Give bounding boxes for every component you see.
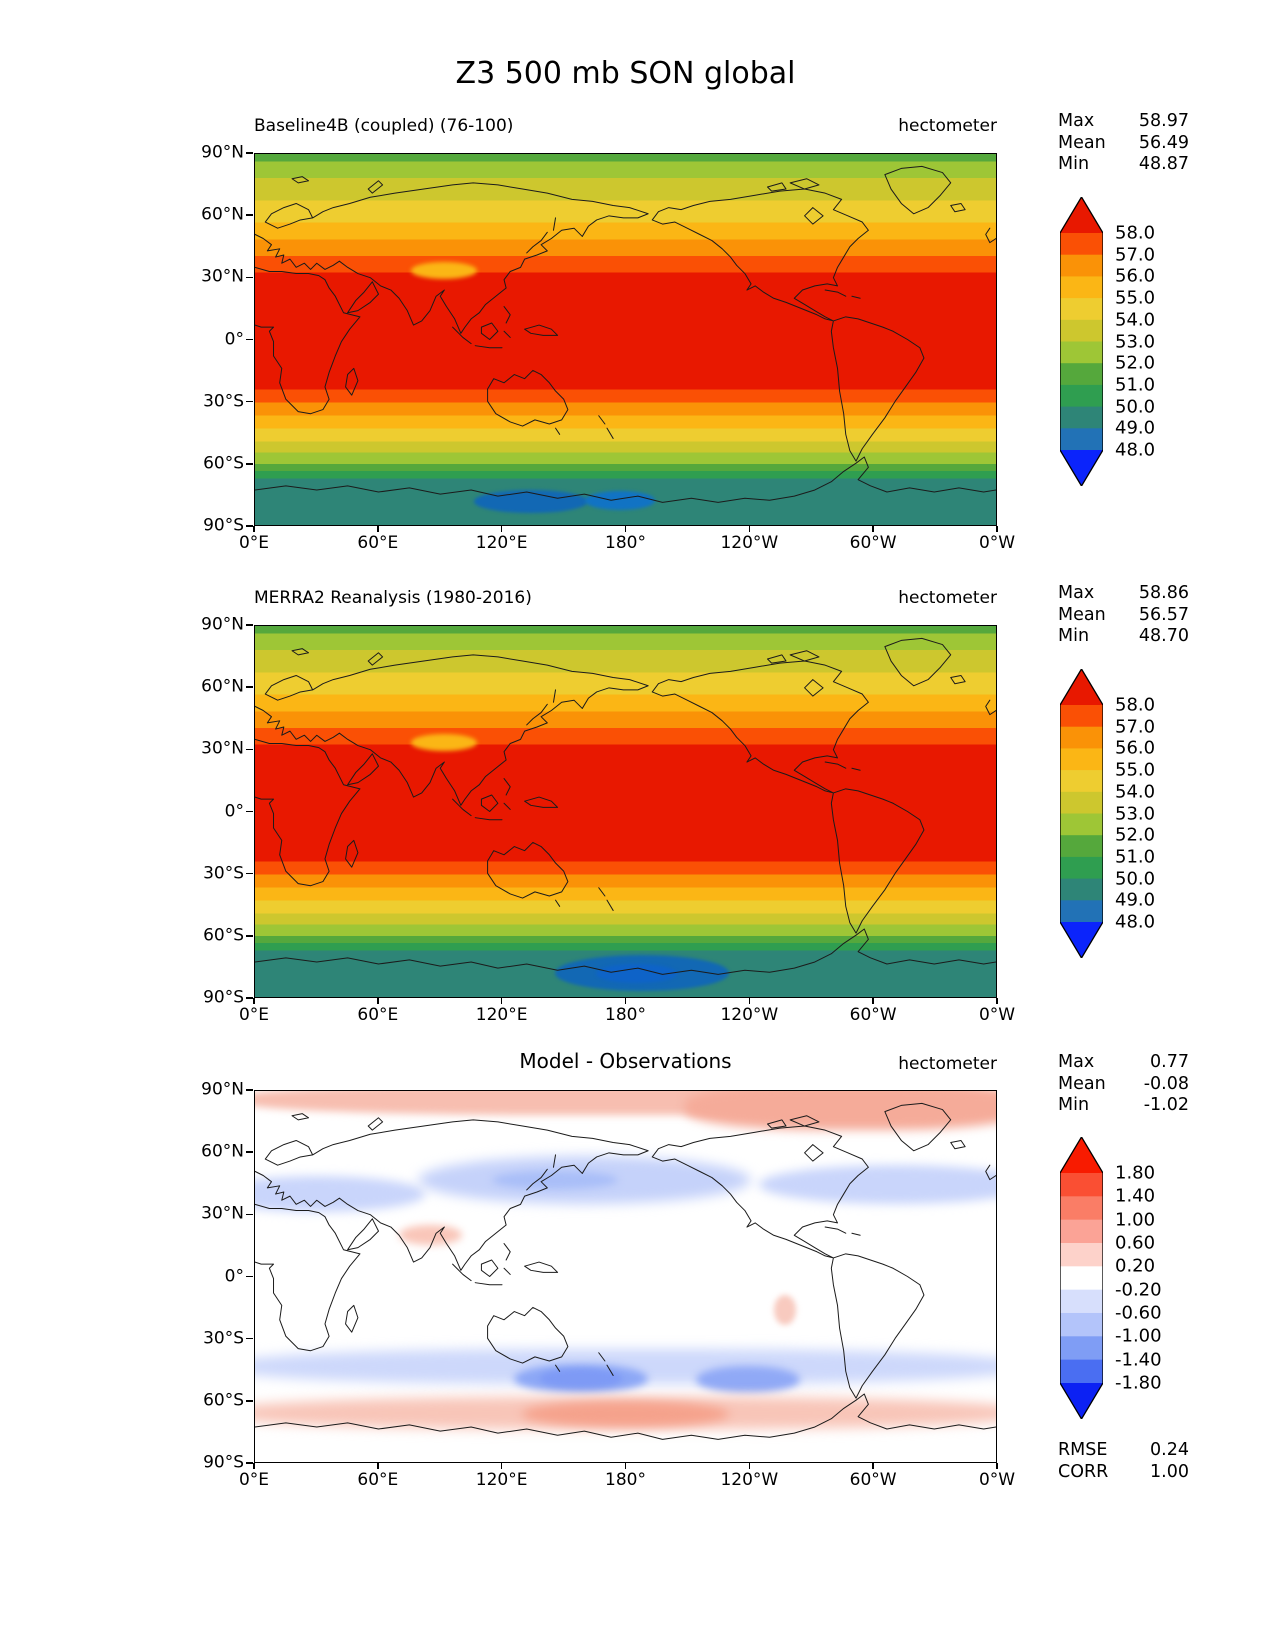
x-tick-label: 120°W — [720, 1470, 779, 1490]
x-tick-mark — [625, 998, 627, 1004]
coastlines-icon — [255, 626, 996, 997]
y-tick-mark — [246, 277, 253, 279]
stat-label: Mean — [1058, 132, 1106, 153]
y-tick-mark — [246, 873, 253, 875]
y-tick-label: 90°S — [203, 1452, 244, 1473]
colorbar — [1060, 669, 1103, 958]
y-tick-label: 60°N — [201, 676, 244, 697]
x-tick-mark — [625, 1463, 627, 1469]
stats-block — [1058, 111, 1189, 176]
colorbar-label: 56.0 — [1115, 737, 1156, 759]
y-tick-label: 0° — [224, 801, 244, 822]
stat-row — [1058, 133, 1189, 155]
coastlines-icon — [255, 1091, 996, 1462]
x-tick-label: 60°W — [849, 1005, 897, 1025]
y-tick-label: 60°S — [203, 453, 244, 474]
x-tick-label: 60°W — [849, 533, 897, 553]
y-tick-mark — [246, 749, 253, 751]
units-label: hectometer — [898, 588, 997, 608]
y-tick-mark — [246, 463, 253, 465]
x-tick-label: 180° — [605, 1005, 646, 1025]
colorbar-label: 53.0 — [1115, 803, 1156, 824]
x-tick-mark — [996, 998, 998, 1004]
y-tick-label: 30°N — [201, 1203, 244, 1224]
y-tick-label: 60°N — [201, 204, 244, 225]
y-tick-mark — [246, 811, 253, 813]
map-difference — [254, 1090, 997, 1463]
stat-row — [1058, 1052, 1189, 1074]
colorbar-label: 0.20 — [1115, 1255, 1156, 1277]
colorbar-label: 50.0 — [1115, 396, 1156, 418]
x-tick-label: 60°E — [357, 1005, 399, 1025]
x-tick-mark — [253, 998, 255, 1004]
y-tick-mark — [246, 152, 253, 154]
stat-value: 0.24 — [1150, 1440, 1189, 1460]
y-tick-mark — [246, 525, 253, 527]
x-tick-label: 180° — [605, 533, 646, 553]
y-tick-mark — [246, 935, 253, 937]
x-tick-mark — [377, 1463, 379, 1469]
stat-value: 1.00 — [1150, 1461, 1189, 1482]
stat-value: 58.97 — [1138, 111, 1189, 131]
x-tick-mark — [996, 526, 998, 532]
panel-title: Baseline4B (coupled) (76-100) — [254, 116, 514, 136]
colorbar-label: 50.0 — [1115, 868, 1156, 890]
stat-value: -1.02 — [1143, 1095, 1189, 1115]
colorbar-label: 48.0 — [1115, 911, 1156, 933]
colorbar-label: 51.0 — [1115, 374, 1156, 396]
map-model — [254, 153, 997, 526]
stat-value: 58.86 — [1138, 583, 1189, 603]
y-tick-label: 90°N — [201, 142, 244, 163]
stat-label: Max — [1058, 583, 1095, 603]
x-tick-mark — [749, 998, 751, 1004]
x-tick-mark — [501, 1463, 503, 1469]
colorbar-label: 1.80 — [1115, 1162, 1156, 1184]
x-tick-label: 0°W — [978, 533, 1016, 553]
y-tick-label: 30°N — [201, 738, 244, 759]
stat-row — [1058, 154, 1189, 176]
stat-row — [1058, 605, 1189, 627]
stat-label: Mean — [1058, 1073, 1106, 1094]
y-tick-mark — [246, 1276, 253, 1278]
y-tick-label: 0° — [224, 329, 244, 350]
colorbar-label: 49.0 — [1115, 417, 1156, 439]
colorbar-label: 58.0 — [1115, 694, 1156, 716]
stat-label: CORR — [1058, 1461, 1109, 1482]
x-tick-mark — [253, 1463, 255, 1469]
y-tick-label: 90°N — [201, 1079, 244, 1100]
x-tick-mark — [501, 998, 503, 1004]
units-label: hectometer — [898, 116, 997, 136]
stat-value: 48.70 — [1138, 626, 1189, 646]
colorbar — [1060, 197, 1103, 486]
panel-title: MERRA2 Reanalysis (1980-2016) — [254, 588, 532, 608]
y-tick-mark — [246, 1338, 253, 1340]
stat-value: 48.87 — [1138, 154, 1189, 174]
x-tick-mark — [872, 998, 874, 1004]
y-tick-label: 60°S — [203, 925, 244, 946]
stat-value: -0.08 — [1143, 1073, 1189, 1094]
colorbar-label: 54.0 — [1115, 781, 1156, 803]
y-tick-mark — [246, 339, 253, 341]
y-tick-label: 60°S — [203, 1390, 244, 1411]
colorbar-label: 48.0 — [1115, 439, 1156, 461]
colorbar-label: 57.0 — [1115, 244, 1156, 266]
y-tick-label: 30°S — [203, 1328, 244, 1349]
colorbar-label: 1.00 — [1115, 1209, 1156, 1231]
x-tick-label: 0°E — [238, 1005, 270, 1025]
units-label: hectometer — [898, 1054, 997, 1074]
y-tick-mark — [246, 214, 253, 216]
y-tick-mark — [246, 1462, 253, 1464]
stat-value: 56.57 — [1138, 604, 1189, 625]
colorbar-label: 1.40 — [1115, 1185, 1156, 1207]
colorbar-label: 51.0 — [1115, 846, 1156, 868]
x-tick-label: 120°W — [720, 533, 779, 553]
colorbar-label: -1.80 — [1115, 1372, 1162, 1394]
x-tick-mark — [749, 526, 751, 532]
x-tick-label: 60°E — [357, 533, 399, 553]
y-tick-mark — [246, 1151, 253, 1153]
x-tick-mark — [872, 1463, 874, 1469]
figure-title: Z3 500 mb SON global — [455, 56, 796, 91]
panel-title: Model - Observations — [519, 1049, 732, 1073]
y-tick-mark — [246, 624, 253, 626]
y-tick-label: 90°S — [203, 987, 244, 1008]
colorbar-label: 54.0 — [1115, 309, 1156, 331]
colorbar-label: -0.20 — [1115, 1279, 1162, 1301]
x-tick-mark — [501, 526, 503, 532]
x-tick-mark — [749, 1463, 751, 1469]
colorbar-label: 52.0 — [1115, 352, 1156, 374]
x-tick-label: 0°E — [238, 1470, 270, 1490]
y-tick-label: 90°N — [201, 614, 244, 635]
stats-block — [1058, 583, 1189, 648]
x-tick-mark — [625, 526, 627, 532]
y-tick-label: 30°S — [203, 863, 244, 884]
y-tick-mark — [246, 1400, 253, 1402]
stat-label: Min — [1058, 1095, 1090, 1115]
stat-label: Max — [1058, 111, 1095, 131]
colorbar-label: -1.40 — [1115, 1349, 1162, 1371]
x-tick-label: 60°E — [357, 1470, 399, 1490]
y-tick-label: 90°S — [203, 515, 244, 536]
x-tick-label: 120°W — [720, 1005, 779, 1025]
stat-row — [1058, 626, 1189, 648]
colorbar-label: 55.0 — [1115, 287, 1156, 309]
colorbar-label: 52.0 — [1115, 824, 1156, 846]
coastlines-icon — [255, 154, 996, 525]
stat-row — [1058, 1440, 1189, 1462]
y-tick-mark — [246, 686, 253, 688]
stat-row — [1058, 583, 1189, 605]
x-tick-label: 60°W — [849, 1470, 897, 1490]
x-tick-mark — [253, 526, 255, 532]
stat-label: Mean — [1058, 604, 1106, 625]
colorbar-label: 55.0 — [1115, 759, 1156, 781]
x-tick-label: 180° — [605, 1470, 646, 1490]
x-tick-mark — [377, 998, 379, 1004]
x-tick-label: 0°E — [238, 533, 270, 553]
colorbar-label: 56.0 — [1115, 265, 1156, 287]
x-tick-label: 0°W — [978, 1005, 1016, 1025]
y-tick-mark — [246, 401, 253, 403]
stat-row — [1058, 111, 1189, 133]
stat-value: 0.77 — [1150, 1052, 1189, 1072]
colorbar-label: -0.60 — [1115, 1302, 1162, 1324]
stat-row — [1058, 1462, 1189, 1484]
y-tick-label: 0° — [224, 1266, 244, 1287]
stat-row — [1058, 1095, 1189, 1117]
x-tick-mark — [872, 526, 874, 532]
colorbar-label: 57.0 — [1115, 716, 1156, 738]
map-reanalysis — [254, 625, 997, 998]
x-tick-label: 120°E — [475, 1005, 528, 1025]
stat-label: Max — [1058, 1052, 1095, 1072]
colorbar-label: 53.0 — [1115, 331, 1156, 352]
x-tick-mark — [377, 526, 379, 532]
x-tick-label: 120°E — [475, 1470, 528, 1490]
rmse-corr-block — [1058, 1440, 1189, 1483]
colorbar-label: 49.0 — [1115, 889, 1156, 911]
colorbar — [1060, 1137, 1103, 1419]
x-tick-mark — [996, 1463, 998, 1469]
x-tick-label: 0°W — [978, 1470, 1016, 1490]
stat-value: 56.49 — [1138, 132, 1189, 153]
colorbar-label: 58.0 — [1115, 222, 1156, 244]
y-tick-mark — [246, 1089, 253, 1091]
y-tick-label: 30°N — [201, 266, 244, 287]
colorbar-label: -1.00 — [1115, 1325, 1162, 1347]
y-tick-mark — [246, 997, 253, 999]
stat-label: RMSE — [1058, 1440, 1108, 1460]
stat-label: Min — [1058, 154, 1090, 174]
stat-row — [1058, 1074, 1189, 1096]
stat-label: Min — [1058, 626, 1090, 646]
colorbar-label: 0.60 — [1115, 1232, 1156, 1254]
stats-block — [1058, 1052, 1189, 1117]
y-tick-mark — [246, 1214, 253, 1216]
y-tick-label: 30°S — [203, 391, 244, 412]
x-tick-label: 120°E — [475, 533, 528, 553]
y-tick-label: 60°N — [201, 1141, 244, 1162]
